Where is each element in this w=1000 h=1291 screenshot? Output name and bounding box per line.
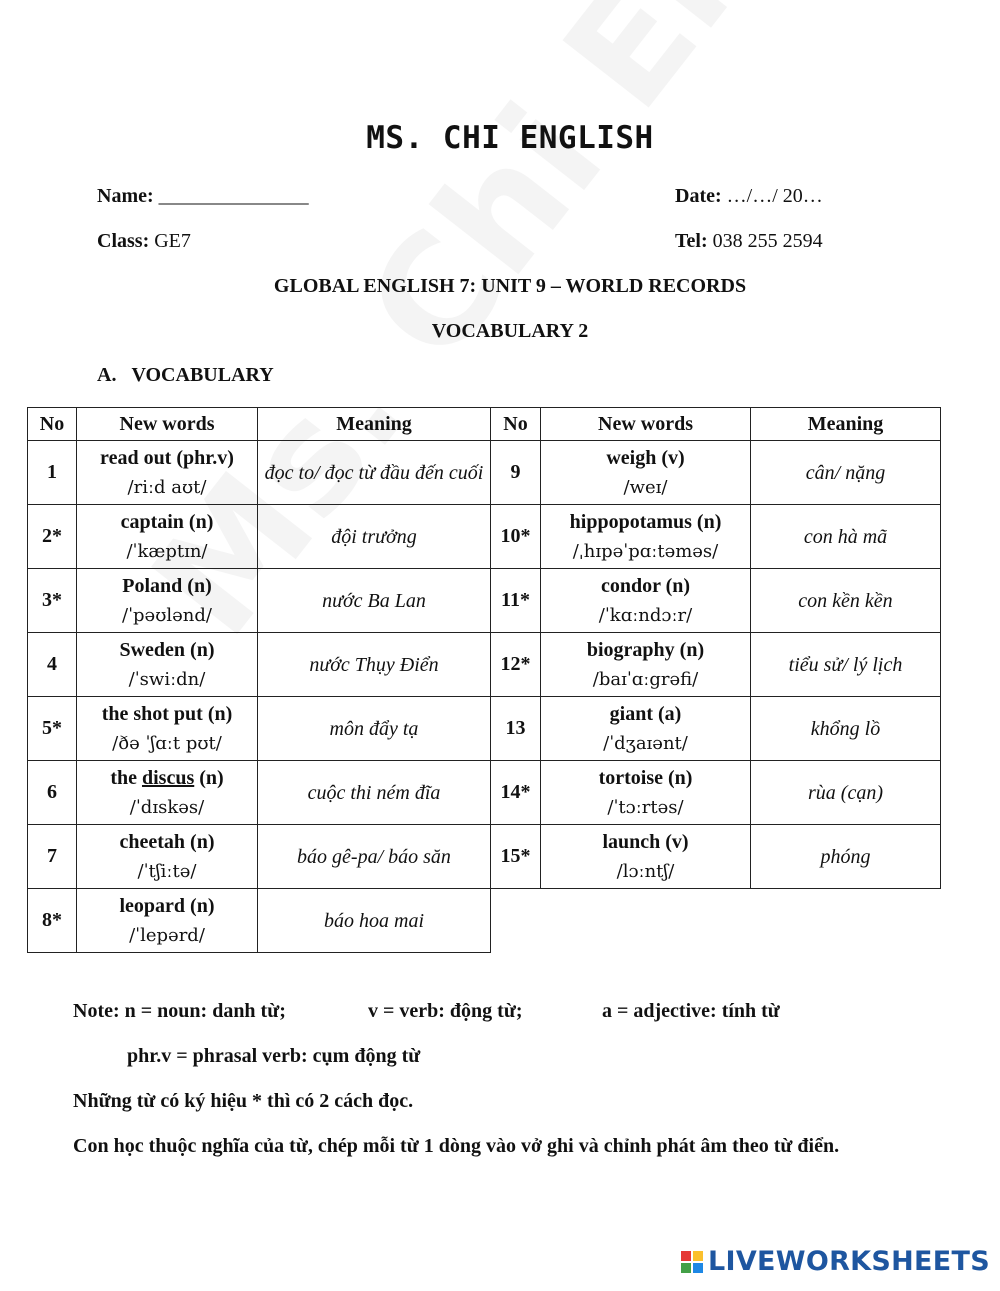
- row-word-cell: [77, 633, 258, 697]
- section-title: VOCABULARY: [131, 364, 274, 386]
- row-ipa: /ˌhɪpəˈpɑːtəməs/: [572, 540, 719, 562]
- class-label: Class:: [97, 230, 150, 252]
- header-meaning: Meaning: [751, 408, 941, 441]
- row-no: 5*: [28, 697, 77, 761]
- table-row: [28, 633, 491, 697]
- logo-cube: [693, 1251, 703, 1261]
- row-word: the shot put (n): [101, 702, 233, 725]
- row-word-suffix: (n): [194, 766, 224, 789]
- table-row: [28, 761, 491, 825]
- row-meaning: tiểu sử/ lý lịch: [751, 633, 941, 697]
- row-word: hippopotamus (n): [569, 510, 722, 533]
- row-word-cell: [77, 505, 258, 569]
- row-word: leopard (n): [119, 894, 215, 917]
- table-row: [491, 505, 941, 569]
- row-word-cell: [541, 505, 751, 569]
- row-word-cell: [77, 441, 258, 505]
- row-no: 14*: [491, 761, 541, 825]
- row-word: [81, 763, 253, 793]
- row-ipa: /ˈkɑːndɔːr/: [598, 604, 693, 626]
- row-word: captain (n): [120, 510, 214, 533]
- note-star: Những từ có ký hiệu * thì có 2 cách đọc.: [73, 1090, 414, 1112]
- row-word: weigh (v): [606, 446, 685, 469]
- row-meaning: cuộc thi ném đĩa: [258, 761, 491, 825]
- row-no: 9: [491, 441, 541, 505]
- row-word: giant (a): [609, 702, 682, 725]
- row-ipa: /ðə ˈʃɑːt pʊt/: [112, 732, 222, 754]
- table-header-row: [28, 408, 491, 441]
- class-value: GE7: [154, 230, 191, 252]
- name-blank[interactable]: _______________: [158, 185, 309, 207]
- table-row: [491, 569, 941, 633]
- table-row: [28, 441, 491, 505]
- row-ipa: /ˈtʃiːtə/: [137, 860, 197, 882]
- row-meaning: con kền kền: [751, 569, 941, 633]
- row-ipa: /riːd aʊt/: [127, 476, 207, 498]
- logo-text: LIVEWORKSHEETS: [707, 1246, 990, 1277]
- section-letter: A.: [97, 364, 117, 386]
- row-word-prefix: the: [110, 766, 142, 789]
- logo-cube: [681, 1263, 691, 1273]
- header-meaning: Meaning: [258, 408, 491, 441]
- row-ipa: /ˈswiːdn/: [128, 668, 206, 690]
- row-ipa: /lɔːntʃ/: [616, 860, 675, 882]
- tel-value: 038 255 2594: [712, 230, 823, 252]
- table-row: [28, 569, 491, 633]
- table-row: [28, 889, 491, 953]
- page-title: MS. CHI ENGLISH: [366, 120, 654, 156]
- row-no: 8*: [28, 889, 77, 953]
- row-meaning: môn đẩy tạ: [258, 697, 491, 761]
- row-meaning: khổng lồ: [751, 697, 941, 761]
- header-no: No: [491, 408, 541, 441]
- row-meaning: nước Thụy Điển: [258, 633, 491, 697]
- row-ipa: /weɪ/: [623, 476, 668, 498]
- row-ipa: /ˈdɪskəs/: [129, 796, 205, 818]
- row-word: Poland (n): [122, 574, 212, 597]
- table-row: [491, 633, 941, 697]
- row-meaning: con hà mã: [751, 505, 941, 569]
- table-row: [28, 825, 491, 889]
- section-heading: [97, 364, 274, 387]
- row-word: condor (n): [600, 574, 691, 597]
- row-ipa: /ˈkæptɪn/: [126, 540, 208, 562]
- table-header-row: [491, 408, 941, 441]
- row-no: 13: [491, 697, 541, 761]
- table-row: [28, 505, 491, 569]
- row-word-cell: [541, 441, 751, 505]
- row-word-cell: [541, 825, 751, 889]
- logo-cubes-icon: [681, 1251, 703, 1273]
- table-row: [491, 761, 941, 825]
- tel-label: Tel:: [675, 230, 708, 252]
- note-adjective: a = adjective: tính từ: [602, 1000, 780, 1022]
- vocab-table-right: [490, 407, 941, 889]
- liveworksheets-logo: [681, 1246, 990, 1277]
- row-word-cell: [77, 569, 258, 633]
- row-meaning: báo hoa mai: [258, 889, 491, 953]
- row-word: launch (v): [602, 830, 689, 853]
- row-word-cell: [541, 697, 751, 761]
- row-no: 4: [28, 633, 77, 697]
- date-line: [675, 185, 823, 208]
- row-word: tortoise (n): [598, 766, 693, 789]
- row-ipa: /ˈlepərd/: [129, 924, 205, 946]
- note-verb: v = verb: động từ;: [368, 1000, 523, 1022]
- logo-cube: [693, 1263, 703, 1273]
- row-meaning: đọc to/ đọc từ đầu đến cuối: [258, 441, 491, 505]
- row-word-cell: [77, 825, 258, 889]
- row-ipa: /ˈtɔːrtəs/: [607, 796, 684, 818]
- row-no: 3*: [28, 569, 77, 633]
- row-ipa: /baɪˈɑːgrəfi/: [592, 668, 699, 690]
- note-phrasal-verb: phr.v = phrasal verb: cụm động từ: [127, 1045, 421, 1067]
- row-word-cell: [541, 633, 751, 697]
- name-label: Name:: [97, 185, 154, 207]
- row-ipa: /ˈdʒaɪənt/: [603, 732, 688, 754]
- row-word: read out (phr.v): [100, 446, 234, 469]
- row-word: Sweden (n): [119, 638, 215, 661]
- date-label: Date:: [675, 185, 722, 207]
- row-meaning: phóng: [751, 825, 941, 889]
- table-row: [491, 697, 941, 761]
- vocab-table-left: [27, 407, 491, 953]
- header-new-words: New words: [77, 408, 258, 441]
- row-word-cell: [77, 761, 258, 825]
- date-value: …/…/ 20…: [726, 185, 823, 207]
- row-no: 11*: [491, 569, 541, 633]
- row-word-underlined: discus: [141, 766, 195, 789]
- row-meaning: rùa (cạn): [751, 761, 941, 825]
- logo-cube: [681, 1251, 691, 1261]
- note-instruction: Con học thuộc nghĩa của từ, chép mỗi từ 1 dòng vào vở ghi và chỉnh phát âm theo từ điển.: [73, 1135, 840, 1157]
- row-word-cell: [77, 889, 258, 953]
- row-meaning: cân/ nặng: [751, 441, 941, 505]
- name-line: [97, 185, 309, 208]
- row-word: cheetah (n): [119, 830, 215, 853]
- unit-title: GLOBAL ENGLISH 7: UNIT 9 – WORLD RECORDS: [273, 275, 747, 297]
- row-ipa: /ˈpəʊlənd/: [122, 604, 212, 626]
- row-no: 2*: [28, 505, 77, 569]
- row-meaning: nước Ba Lan: [258, 569, 491, 633]
- header-no: No: [28, 408, 77, 441]
- row-word-cell: [77, 697, 258, 761]
- table-row: [491, 441, 941, 505]
- row-no: 10*: [491, 505, 541, 569]
- note-noun: Note: n = noun: danh từ;: [73, 1000, 286, 1022]
- class-line: [97, 230, 191, 253]
- row-no: 1: [28, 441, 77, 505]
- row-word-cell: [541, 569, 751, 633]
- row-word-cell: [541, 761, 751, 825]
- row-no: 6: [28, 761, 77, 825]
- row-meaning: báo gê-pa/ báo săn: [258, 825, 491, 889]
- subtitle: VOCABULARY 2: [431, 320, 589, 342]
- table-row: [491, 825, 941, 889]
- row-no: 12*: [491, 633, 541, 697]
- row-no: 15*: [491, 825, 541, 889]
- tel-line: [675, 230, 823, 253]
- header-new-words: New words: [541, 408, 751, 441]
- row-meaning: đội trưởng: [258, 505, 491, 569]
- row-word: biography (n): [586, 638, 705, 661]
- table-row: [28, 697, 491, 761]
- row-no: 7: [28, 825, 77, 889]
